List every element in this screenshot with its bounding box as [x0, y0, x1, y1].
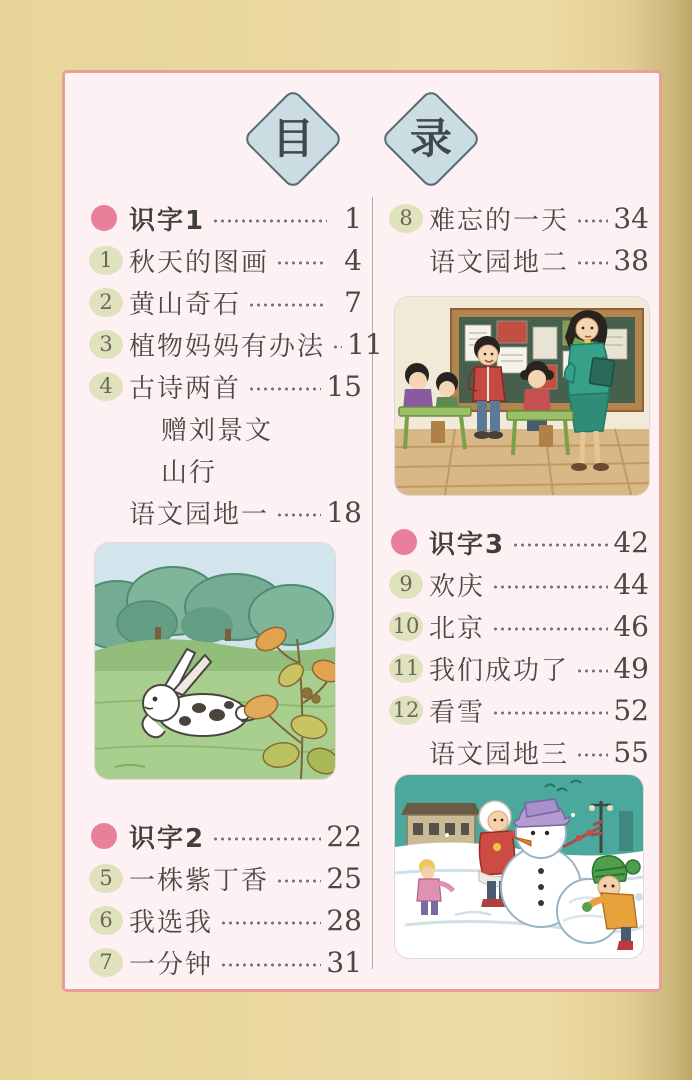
- dot-leader: [276, 511, 321, 519]
- title-char-lu: 录: [409, 113, 453, 163]
- toc-entry: [89, 365, 362, 407]
- toc-entry: [389, 563, 649, 605]
- entry-title: 一分钟: [129, 949, 214, 980]
- snowman-illustration: [395, 775, 643, 958]
- toc-column-right: [373, 197, 663, 969]
- entry-title: 植物妈妈有办法: [129, 331, 326, 362]
- lesson-number-badge: 7: [89, 948, 123, 977]
- entry-page: 34: [613, 201, 649, 235]
- entry-page: 49: [613, 651, 649, 685]
- toc-subentry: [89, 407, 362, 449]
- toc-entry: [389, 605, 649, 647]
- entry-page: 31: [326, 945, 362, 979]
- rabbit-illustration: [95, 543, 335, 779]
- toc-entry: [89, 857, 362, 899]
- dot-leader: [212, 217, 327, 225]
- entry-page: 28: [326, 903, 362, 937]
- lesson-number-cell: [89, 864, 129, 893]
- entry-page: 11: [347, 327, 383, 361]
- dot-leader: [576, 217, 608, 225]
- unit-bullet-icon: [91, 205, 117, 231]
- lesson-number-badge: 1: [89, 246, 123, 275]
- dot-leader: [220, 919, 321, 927]
- entry-title: 识字2: [129, 823, 206, 854]
- entry-title: 欢庆: [429, 571, 486, 602]
- dot-leader: [276, 877, 321, 885]
- toc-entry: [89, 899, 362, 941]
- lesson-number-cell: [89, 372, 129, 401]
- entry-title: 我选我: [129, 907, 214, 938]
- dot-leader: [276, 259, 327, 267]
- entry-page: 38: [613, 243, 649, 277]
- lesson-number-badge: 8: [389, 204, 423, 233]
- lesson-number-cell: [89, 246, 129, 275]
- entry-page: 52: [613, 693, 649, 727]
- entry-page: 44: [613, 567, 649, 601]
- toc-entry: [389, 521, 649, 563]
- toc-entry: [89, 197, 362, 239]
- unit-bullet-cell: [89, 205, 129, 231]
- entry-title: 一株紫丁香: [129, 865, 270, 896]
- entry-page: 46: [613, 609, 649, 643]
- toc-entry: [89, 323, 383, 365]
- lesson-number-cell: [89, 288, 129, 317]
- entry-title: 语文园地二: [429, 247, 570, 278]
- contents-card: [62, 70, 662, 992]
- dot-leader: [248, 301, 327, 309]
- entry-title: 黄山奇石: [129, 289, 242, 320]
- lesson-number-badge: 9: [389, 570, 423, 599]
- entry-page: 15: [326, 369, 362, 403]
- lesson-number-cell: [89, 948, 129, 977]
- lesson-number-badge: 5: [89, 864, 123, 893]
- entry-page: 55: [613, 735, 649, 769]
- entry-page: 22: [326, 819, 362, 853]
- lesson-number-badge: 11: [389, 654, 423, 683]
- dot-leader: [512, 541, 608, 549]
- toc-entry: [389, 689, 649, 731]
- toc-entry: [89, 941, 362, 983]
- lesson-number-badge: 4: [89, 372, 123, 401]
- dot-leader: [220, 961, 321, 969]
- dot-leader: [492, 583, 608, 591]
- lesson-number-badge: 12: [389, 696, 423, 725]
- entry-page: 42: [613, 525, 649, 559]
- toc-column-left: [65, 197, 383, 980]
- entry-title: 北京: [429, 613, 486, 644]
- lesson-number-cell: [389, 570, 429, 599]
- lesson-number-cell: [389, 654, 429, 683]
- toc-columns: [65, 197, 659, 980]
- dot-leader: [212, 835, 321, 843]
- toc-entry: [89, 239, 362, 281]
- title-diamond-2: [380, 88, 482, 190]
- entry-title: 识字1: [129, 205, 206, 236]
- unit-bullet-icon: [391, 529, 417, 555]
- entry-page: 18: [326, 495, 362, 529]
- title-char-mu: 目: [271, 113, 315, 163]
- entry-page: 4: [344, 243, 362, 277]
- classroom-illustration: [395, 297, 649, 495]
- toc-entry: [389, 197, 649, 239]
- unit-bullet-cell: [89, 823, 129, 849]
- dot-leader: [576, 259, 608, 267]
- title-diamond-1: [242, 88, 344, 190]
- contents-title: [65, 73, 659, 197]
- entry-page: 25: [326, 861, 362, 895]
- lesson-number-badge: 3: [89, 330, 123, 359]
- entry-title: 语文园地一: [129, 499, 270, 530]
- entry-title: 山行: [161, 457, 218, 488]
- dot-leader: [248, 385, 321, 393]
- toc-entry: [89, 491, 362, 533]
- entry-title: 秋天的图画: [129, 247, 270, 278]
- entry-title: 赠刘景文: [161, 415, 274, 446]
- toc-entry: [389, 647, 649, 689]
- entry-title: 识字3: [429, 529, 506, 560]
- entry-title: 我们成功了: [429, 655, 570, 686]
- lesson-number-cell: [89, 906, 129, 935]
- entry-title: 古诗两首: [129, 373, 242, 404]
- toc-entry: [89, 815, 362, 857]
- lesson-number-cell: [389, 696, 429, 725]
- lesson-number-badge: 2: [89, 288, 123, 317]
- lesson-number-badge: 10: [389, 612, 423, 641]
- unit-bullet-cell: [389, 529, 429, 555]
- dot-leader: [576, 667, 608, 675]
- entry-title: 语文园地三: [429, 739, 570, 770]
- lesson-number-cell: [389, 612, 429, 641]
- unit-bullet-icon: [91, 823, 117, 849]
- entry-page: 1: [344, 201, 362, 235]
- lesson-number-cell: [389, 204, 429, 233]
- dot-leader: [492, 709, 608, 717]
- entry-page: 7: [344, 285, 362, 319]
- toc-entry: [389, 731, 649, 773]
- entry-title: 看雪: [429, 697, 486, 728]
- dot-leader: [576, 751, 608, 759]
- lesson-number-cell: [89, 330, 129, 359]
- toc-subentry: [89, 449, 362, 491]
- toc-entry: [389, 239, 649, 281]
- dot-leader: [332, 343, 342, 351]
- toc-entry: [89, 281, 362, 323]
- lesson-number-badge: 6: [89, 906, 123, 935]
- dot-leader: [492, 625, 608, 633]
- entry-title: 难忘的一天: [429, 205, 570, 236]
